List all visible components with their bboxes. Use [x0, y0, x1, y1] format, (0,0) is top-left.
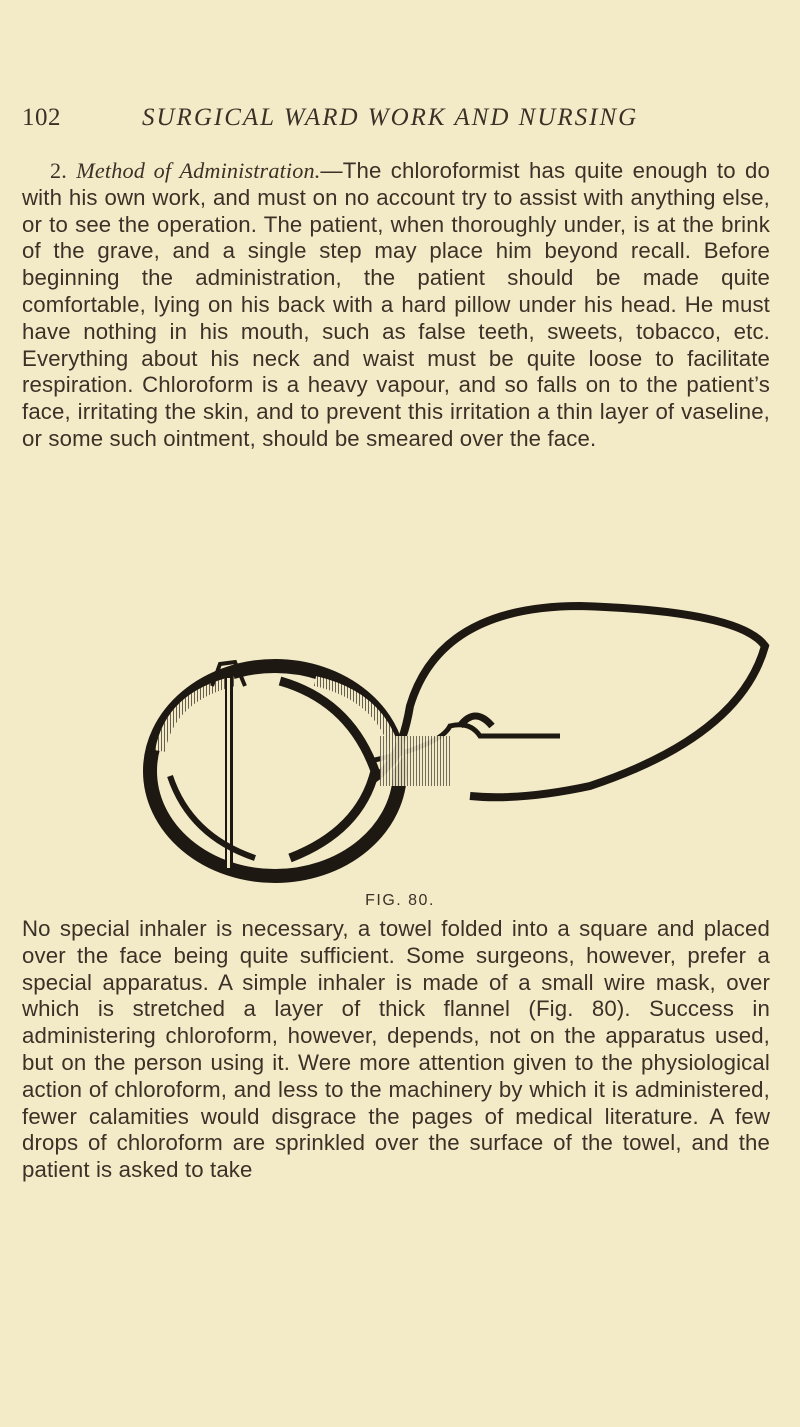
- paragraph-method-of-administration: [22, 158, 770, 453]
- mask-rim: [150, 666, 400, 876]
- figure-caption: FIG. 80.: [365, 892, 435, 909]
- paragraph-body: The chloroformist has quite enough to do with his own work, and must on no account try to assist with anything else, or to see the operation. The patient, when thoroughly under, is at the brink of the grave, and a single step may place him beyond recall. Before beginning the administration, the patient should be made quite comfortable, lying on his back with a hard pillow under his head. He must have nothing in his mouth, such as false teeth, sweets, tobacco, etc. Everything about his neck and waist must be quite loose to facilitate respiration. Chloroform is a heavy vapour, and so falls on to the patient’s face, irritating the skin, and to prevent this irritation a thin layer of vaseline, or some such ointment, should be smeared over the face.: [22, 158, 770, 451]
- page-number: 102: [22, 104, 61, 131]
- section-title: Method of Administration.: [76, 158, 321, 183]
- paragraph-inhaler: No special inhaler is necessary, a towel folded into a square and placed over the face being quite sufficient. Some surgeons, however, prefer a special apparatus. A simple inhaler is made of a small wire mask, over which is stretched a layer of thick flannel (Fig. 80). Success in administering chloroform, however, depends, not on the apparatus used, but on the person using it. Were more attention given to the physiological action of chloroform, and less to the machinery by which it is administered, fewer calamities would disgrace the pages of medical literature. A few drops of chloroform are sprinkled over the surface of the towel, and the patient is asked to take: [22, 916, 770, 1183]
- section-number: 2.: [50, 158, 67, 183]
- em-dash: —: [320, 158, 343, 183]
- running-head: SURGICAL WARD WORK AND NURSING: [142, 104, 639, 131]
- page-header: [22, 104, 762, 140]
- mask-handle: [370, 606, 765, 797]
- wire-inhaler-mask-illustration-icon: [140, 586, 790, 886]
